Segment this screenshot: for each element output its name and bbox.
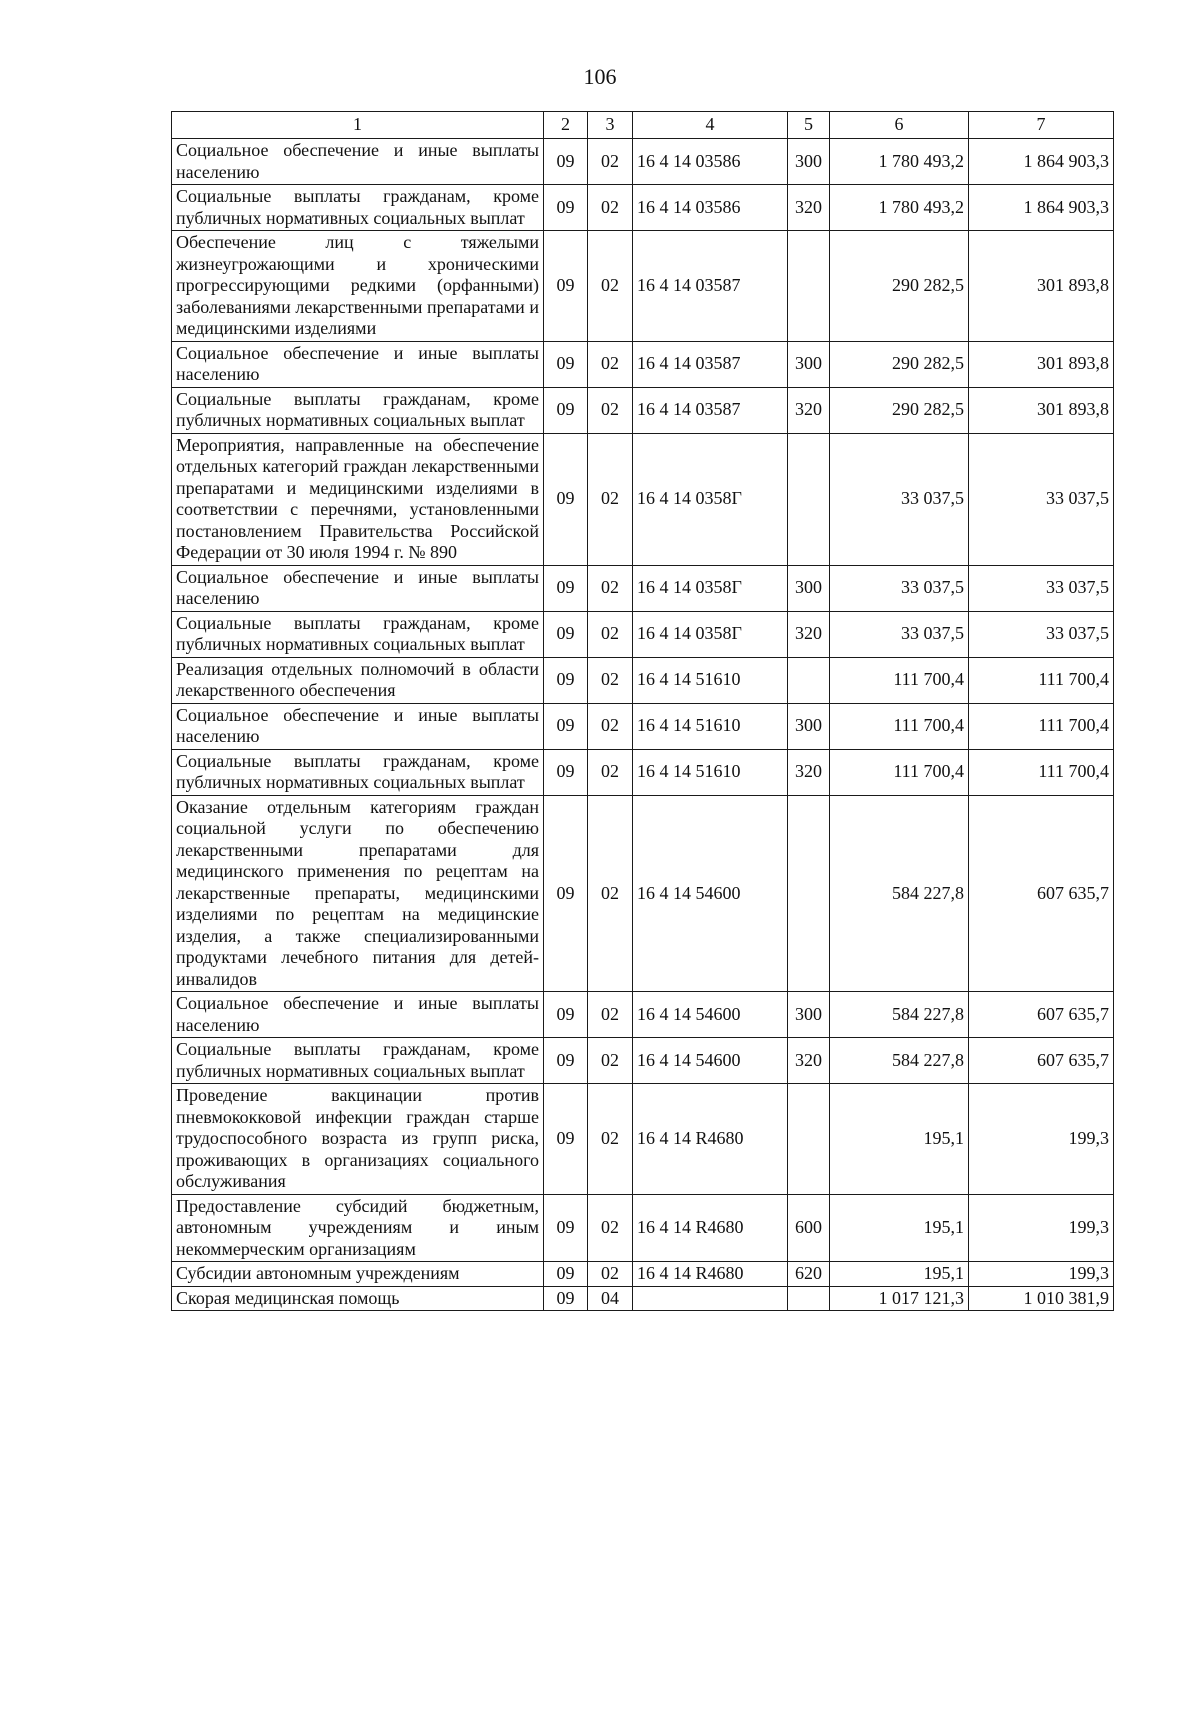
- target-article-cell: 16 4 14 R4680: [633, 1084, 788, 1195]
- target-article-cell: 16 4 14 R4680: [633, 1262, 788, 1287]
- amount-year1-cell: 195,1: [830, 1084, 969, 1195]
- expense-type-cell: 320: [788, 1038, 830, 1084]
- amount-year1-cell: 1 780 493,2: [830, 139, 969, 185]
- expense-type-cell: [788, 1084, 830, 1195]
- section-code-cell: 09: [544, 565, 588, 611]
- amount-year2-cell: 199,3: [969, 1194, 1114, 1262]
- section-code-cell: 09: [544, 703, 588, 749]
- target-article-cell: 16 4 14 0358Г: [633, 565, 788, 611]
- table-row: [172, 433, 1114, 565]
- subsection-code-cell: 02: [588, 1262, 633, 1287]
- row-name-cell: Обеспечение лиц с тяжелыми жизнеугрожающими и хроническими прогрессирующими редкими (орфанными) заболеваниями лекарственными препаратами и медицинскими изделиями: [172, 231, 544, 342]
- amount-year1-cell: 33 037,5: [830, 565, 969, 611]
- page-number: 106: [583, 64, 617, 89]
- section-code-cell: 09: [544, 1262, 588, 1287]
- section-code-cell: 09: [544, 341, 588, 387]
- subsection-code-cell: 02: [588, 341, 633, 387]
- section-code-cell: 09: [544, 433, 588, 565]
- target-article-cell: 16 4 14 51610: [633, 703, 788, 749]
- section-code-cell: 09: [544, 1084, 588, 1195]
- amount-year2-cell: 1 864 903,3: [969, 185, 1114, 231]
- expense-type-cell: 320: [788, 611, 830, 657]
- subsection-code-cell: 02: [588, 703, 633, 749]
- amount-year1-cell: 111 700,4: [830, 749, 969, 795]
- amount-year1-cell: 1 780 493,2: [830, 185, 969, 231]
- row-name-cell: Социальное обеспечение и иные выплаты населению: [172, 992, 544, 1038]
- row-name-cell: Социальное обеспечение и иные выплаты населению: [172, 341, 544, 387]
- row-name-cell: Социальное обеспечение и иные выплаты населению: [172, 139, 544, 185]
- expense-type-cell: [788, 433, 830, 565]
- expense-type-cell: 600: [788, 1194, 830, 1262]
- amount-year2-cell: 1 864 903,3: [969, 139, 1114, 185]
- section-code-cell: 09: [544, 139, 588, 185]
- table-row: [172, 185, 1114, 231]
- row-name-cell: Социальные выплаты гражданам, кроме публичных нормативных социальных выплат: [172, 1038, 544, 1084]
- target-article-cell: 16 4 14 0358Г: [633, 433, 788, 565]
- expense-type-cell: 300: [788, 139, 830, 185]
- table-row: [172, 231, 1114, 342]
- amount-year1-cell: 33 037,5: [830, 611, 969, 657]
- column-header-5: 5: [788, 112, 830, 139]
- amount-year2-cell: 111 700,4: [969, 703, 1114, 749]
- target-article-cell: 16 4 14 03587: [633, 341, 788, 387]
- table-row: [172, 1262, 1114, 1287]
- amount-year2-cell: 111 700,4: [969, 749, 1114, 795]
- subsection-code-cell: 02: [588, 1038, 633, 1084]
- amount-year2-cell: 111 700,4: [969, 657, 1114, 703]
- row-name-cell: Социальное обеспечение и иные выплаты населению: [172, 703, 544, 749]
- row-name-cell: Социальные выплаты гражданам, кроме публичных нормативных социальных выплат: [172, 185, 544, 231]
- target-article-cell: 16 4 14 51610: [633, 657, 788, 703]
- section-code-cell: 09: [544, 1038, 588, 1084]
- amount-year1-cell: 111 700,4: [830, 657, 969, 703]
- amount-year1-cell: 584 227,8: [830, 1038, 969, 1084]
- section-code-cell: 09: [544, 611, 588, 657]
- amount-year2-cell: 199,3: [969, 1262, 1114, 1287]
- section-code-cell: 09: [544, 387, 588, 433]
- amount-year2-cell: 1 010 381,9: [969, 1286, 1114, 1311]
- amount-year2-cell: 199,3: [969, 1084, 1114, 1195]
- table-row: [172, 795, 1114, 992]
- expense-type-cell: 300: [788, 341, 830, 387]
- subsection-code-cell: 02: [588, 231, 633, 342]
- amount-year2-cell: 607 635,7: [969, 795, 1114, 992]
- table-row: [172, 1286, 1114, 1311]
- amount-year1-cell: 290 282,5: [830, 387, 969, 433]
- row-name-cell: Социальные выплаты гражданам, кроме публичных нормативных социальных выплат: [172, 749, 544, 795]
- column-header-4: 4: [633, 112, 788, 139]
- row-name-cell: Проведение вакцинации против пневмококковой инфекции граждан старше трудоспособного возраста из групп риска, проживающих в организациях социального обслуживания: [172, 1084, 544, 1195]
- subsection-code-cell: 02: [588, 795, 633, 992]
- section-code-cell: 09: [544, 1194, 588, 1262]
- table-row: [172, 992, 1114, 1038]
- target-article-cell: 16 4 14 51610: [633, 749, 788, 795]
- row-name-cell: Субсидии автономным учреждениям: [172, 1262, 544, 1287]
- subsection-code-cell: 02: [588, 749, 633, 795]
- amount-year2-cell: 33 037,5: [969, 611, 1114, 657]
- expense-type-cell: [788, 1286, 830, 1311]
- expense-type-cell: [788, 795, 830, 992]
- amount-year1-cell: 1 017 121,3: [830, 1286, 969, 1311]
- table-row: [172, 565, 1114, 611]
- row-name-cell: Социальные выплаты гражданам, кроме публичных нормативных социальных выплат: [172, 387, 544, 433]
- table-row: [172, 387, 1114, 433]
- row-name-cell: Социальные выплаты гражданам, кроме публичных нормативных социальных выплат: [172, 611, 544, 657]
- expense-type-cell: 320: [788, 185, 830, 231]
- amount-year1-cell: 33 037,5: [830, 433, 969, 565]
- table-row: [172, 139, 1114, 185]
- amount-year1-cell: 195,1: [830, 1262, 969, 1287]
- target-article-cell: 16 4 14 03586: [633, 139, 788, 185]
- table-row: [172, 341, 1114, 387]
- subsection-code-cell: 02: [588, 387, 633, 433]
- target-article-cell: 16 4 14 54600: [633, 992, 788, 1038]
- column-header-3: 3: [588, 112, 633, 139]
- column-header-1: 1: [172, 112, 544, 139]
- amount-year2-cell: 301 893,8: [969, 341, 1114, 387]
- subsection-code-cell: 02: [588, 433, 633, 565]
- section-code-cell: 09: [544, 992, 588, 1038]
- expense-type-cell: [788, 657, 830, 703]
- section-code-cell: 09: [544, 795, 588, 992]
- table-row: [172, 703, 1114, 749]
- section-code-cell: 09: [544, 657, 588, 703]
- target-article-cell: 16 4 14 R4680: [633, 1194, 788, 1262]
- row-name-cell: Предоставление субсидий бюджетным, автономным учреждениям и иным некоммерческим организациям: [172, 1194, 544, 1262]
- budget-table: [171, 111, 1114, 1311]
- column-header-6: 6: [830, 112, 969, 139]
- target-article-cell: 16 4 14 03587: [633, 387, 788, 433]
- amount-year2-cell: 33 037,5: [969, 433, 1114, 565]
- expense-type-cell: 320: [788, 387, 830, 433]
- table-row: [172, 1038, 1114, 1084]
- target-article-cell: 16 4 14 0358Г: [633, 611, 788, 657]
- row-name-cell: Оказание отдельным категориям граждан социальной услуги по обеспечению лекарственными препаратами для медицинского применения по рецептам на лекарственные препараты, медицинскими изделиями по рецептам на медицинские изделия, а также специализированными продуктами лечебного питания для детей-инвалидов: [172, 795, 544, 992]
- section-code-cell: 09: [544, 231, 588, 342]
- expense-type-cell: [788, 231, 830, 342]
- subsection-code-cell: 02: [588, 1194, 633, 1262]
- subsection-code-cell: 04: [588, 1286, 633, 1311]
- amount-year2-cell: 301 893,8: [969, 231, 1114, 342]
- subsection-code-cell: 02: [588, 992, 633, 1038]
- subsection-code-cell: 02: [588, 1084, 633, 1195]
- amount-year2-cell: 607 635,7: [969, 992, 1114, 1038]
- amount-year2-cell: 607 635,7: [969, 1038, 1114, 1084]
- table-row: [172, 1194, 1114, 1262]
- amount-year1-cell: 584 227,8: [830, 992, 969, 1038]
- amount-year1-cell: 290 282,5: [830, 231, 969, 342]
- amount-year1-cell: 195,1: [830, 1194, 969, 1262]
- target-article-cell: 16 4 14 54600: [633, 1038, 788, 1084]
- table-row: [172, 657, 1114, 703]
- subsection-code-cell: 02: [588, 139, 633, 185]
- amount-year2-cell: 301 893,8: [969, 387, 1114, 433]
- subsection-code-cell: 02: [588, 185, 633, 231]
- target-article-cell: [633, 1286, 788, 1311]
- table-row: [172, 611, 1114, 657]
- amount-year2-cell: 33 037,5: [969, 565, 1114, 611]
- expense-type-cell: 320: [788, 749, 830, 795]
- amount-year1-cell: 290 282,5: [830, 341, 969, 387]
- row-name-cell: Скорая медицинская помощь: [172, 1286, 544, 1311]
- table-row: [172, 1084, 1114, 1195]
- row-name-cell: Мероприятия, направленные на обеспечение отдельных категорий граждан лекарственными препаратами и медицинскими изделиями в соответствии с перечнями, установленными постановлением Правительства Российской Федерации от 30 июля 1994 г. № 890: [172, 433, 544, 565]
- expense-type-cell: 300: [788, 703, 830, 749]
- subsection-code-cell: 02: [588, 611, 633, 657]
- expense-type-cell: 300: [788, 565, 830, 611]
- expense-type-cell: 620: [788, 1262, 830, 1287]
- amount-year1-cell: 584 227,8: [830, 795, 969, 992]
- table-row: [172, 749, 1114, 795]
- amount-year1-cell: 111 700,4: [830, 703, 969, 749]
- column-header-2: 2: [544, 112, 588, 139]
- target-article-cell: 16 4 14 54600: [633, 795, 788, 992]
- row-name-cell: Реализация отдельных полномочий в области лекарственного обеспечения: [172, 657, 544, 703]
- section-code-cell: 09: [544, 1286, 588, 1311]
- table-header-row: [172, 112, 1114, 139]
- subsection-code-cell: 02: [588, 657, 633, 703]
- column-header-7: 7: [969, 112, 1114, 139]
- target-article-cell: 16 4 14 03587: [633, 231, 788, 342]
- subsection-code-cell: 02: [588, 565, 633, 611]
- expense-type-cell: 300: [788, 992, 830, 1038]
- target-article-cell: 16 4 14 03586: [633, 185, 788, 231]
- row-name-cell: Социальное обеспечение и иные выплаты населению: [172, 565, 544, 611]
- section-code-cell: 09: [544, 749, 588, 795]
- section-code-cell: 09: [544, 185, 588, 231]
